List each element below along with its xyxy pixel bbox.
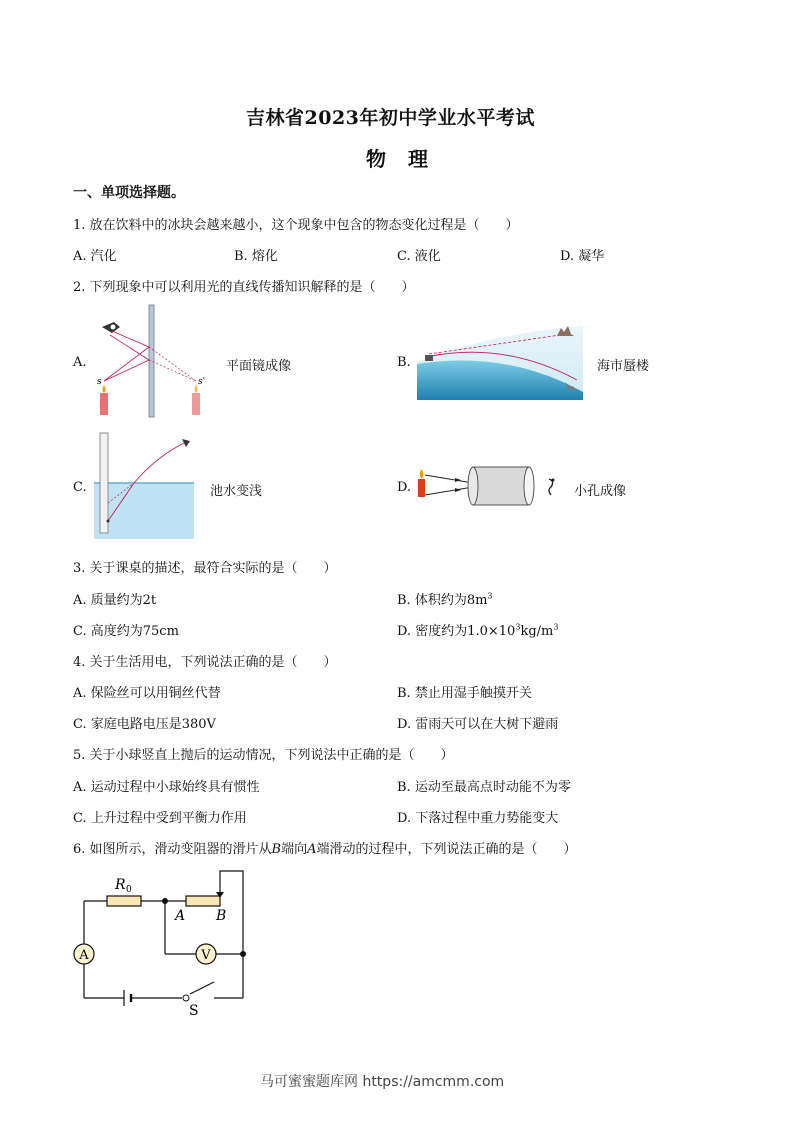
question-6-stem-a: A — [307, 842, 317, 857]
question-6-stem — [73, 838, 577, 857]
question-4-option-a: A. 保险丝可以用铜丝代替 — [73, 686, 221, 701]
question-4-option-c: C. 家庭电路电压是380V — [73, 717, 216, 732]
question-5-stem: 5. 关于小球竖直上抛后的运动情况，下列说法中正确的是（ ） — [73, 748, 454, 763]
question-3-option-c: C. 高度约为75cm — [73, 624, 179, 639]
ammeter-label: A — [79, 948, 89, 963]
question-2-option-d: D. — [397, 480, 412, 495]
question-3-option-d-unit-sup: 3 — [553, 622, 559, 632]
question-3-option-d-unit: kg/m — [520, 624, 554, 639]
question-2-caption-d: 小孔成像 — [574, 484, 627, 499]
question-5-option-c: C. 上升过程中受到平衡力作用 — [73, 811, 247, 826]
voltmeter-label: V — [201, 948, 211, 963]
subject-title: 物理 — [366, 147, 450, 171]
question-3-option-d-sup: 3 — [515, 622, 521, 632]
circuit-diagram — [70, 868, 255, 1018]
question-5-option-d: D. 下落过程中重力势能变大 — [397, 811, 559, 826]
rheostat-end-b: B — [216, 908, 227, 924]
question-3-option-d — [397, 620, 558, 639]
question-1-option-d: D. 凝华 — [560, 249, 605, 264]
question-1-option-b: B. 熔化 — [234, 249, 278, 264]
question-4-option-d: D. 雷雨天可以在大树下避雨 — [397, 717, 559, 732]
rheostat-end-a: A — [175, 908, 186, 924]
question-3-option-b — [397, 589, 493, 608]
footer-watermark: 马可蜜蜜题库网 https://amcmm.com — [260, 1074, 505, 1090]
question-6-stem-part-3: 端向 — [281, 842, 308, 857]
resistor-label-sub: 0 — [126, 885, 132, 895]
question-5-option-b: B. 运动至最高点时动能不为零 — [397, 780, 571, 795]
question-3-option-b-text: B. 体积约为8m — [397, 593, 488, 608]
question-2-option-a: A. — [73, 355, 87, 370]
question-1-option-c: C. 液化 — [397, 249, 441, 264]
pinhole-figure — [415, 463, 569, 509]
plane-mirror-figure — [92, 305, 212, 420]
section-heading: 一、单项选择题。 — [73, 185, 185, 201]
question-3-option-b-sup: 3 — [487, 591, 493, 601]
question-5-option-a: A. 运动过程中小球始终具有惯性 — [73, 780, 260, 795]
figure-label-s-prime: s' — [198, 377, 206, 387]
question-4-stem: 4. 关于生活用电，下列说法正确的是（ ） — [73, 655, 337, 670]
question-2-stem: 2. 下列现象中可以利用光的直线传播知识解释的是（ ） — [73, 280, 415, 295]
question-6-stem-b: B — [271, 842, 282, 857]
question-2-option-c: C. — [73, 480, 87, 495]
question-2-caption-b: 海市蜃楼 — [597, 359, 650, 374]
question-4-option-b: B. 禁止用湿手触摸开关 — [397, 686, 532, 701]
question-2-caption-c: 池水变浅 — [210, 484, 263, 499]
question-3-option-a: A. 质量约为2t — [73, 593, 157, 608]
pool-figure — [94, 433, 198, 541]
question-6-stem-part-5: 端滑动的过程中，下列说法正确的是（ ） — [316, 842, 577, 857]
switch-label: S — [189, 1003, 199, 1019]
resistor-label: R — [115, 877, 126, 893]
mirage-figure — [417, 322, 583, 400]
page-title: 吉林省2023年初中学业水平考试 — [246, 107, 535, 129]
question-6-stem-part-1: 6. 如图所示，滑动变阻器的滑片从 — [73, 842, 272, 857]
question-1-stem: 1. 放在饮料中的冰块会越来越小，这个现象中包含的物态变化过程是（ ） — [73, 218, 519, 233]
figure-label-s: s — [97, 377, 102, 387]
question-3-stem: 3. 关于课桌的描述，最符合实际的是（ ） — [73, 561, 337, 576]
question-2-caption-a: 平面镜成像 — [226, 359, 292, 374]
question-1-option-a: A. 汽化 — [73, 249, 117, 264]
question-2-option-b: B. — [397, 355, 411, 370]
question-3-option-d-text: D. 密度约为1.0×10 — [397, 624, 516, 639]
